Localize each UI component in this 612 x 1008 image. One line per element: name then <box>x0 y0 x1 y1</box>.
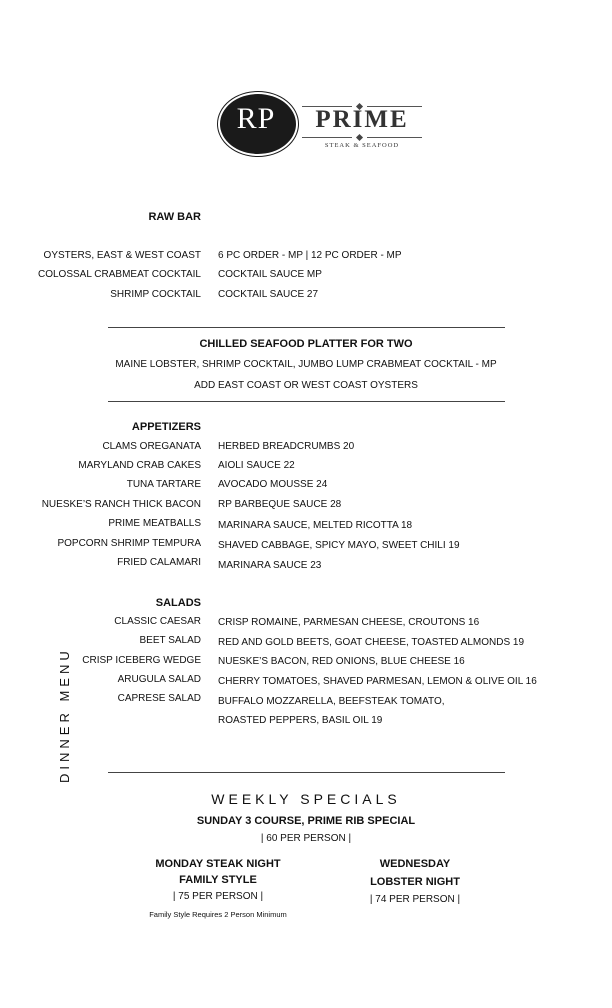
logo-tagline: STEAK & SEAFOOD <box>324 142 400 149</box>
menu-item-detail: COCKTAIL SAUCE 27 <box>218 289 319 300</box>
menu-item-name: FRIED CALAMARI <box>117 557 201 568</box>
platter-addon: ADD EAST COAST OR WEST COAST OYSTERS <box>194 380 418 391</box>
menu-item-detail: CRISP ROMAINE, PARMESAN CHEESE, CROUTONS 16 <box>218 617 480 628</box>
menu-item-detail: COCKTAIL SAUCE MP <box>218 269 322 280</box>
menu-item-name: SHRIMP COCKTAIL <box>110 289 201 300</box>
monday-special-title: MONDAY STEAK NIGHT <box>155 858 281 870</box>
wednesday-special-subtitle: LOBSTER NIGHT <box>370 876 460 888</box>
menu-item-detail: MARINARA SAUCE, MELTED RICOTTA 18 <box>218 520 413 531</box>
menu-item-name: POPCORN SHRIMP TEMPURA <box>57 538 201 549</box>
menu-item-name: MARYLAND CRAB CAKES <box>78 460 201 471</box>
menu-item-detail: MARINARA SAUCE 23 <box>218 560 322 571</box>
menu-item-detail: RP BARBEQUE SAUCE 28 <box>218 499 342 510</box>
menu-item-name: TUNA TARTARE <box>126 479 201 490</box>
menu-item-name: CAPRESE SALAD <box>117 693 201 704</box>
wednesday-special-price: | 74 PER PERSON | <box>369 894 461 905</box>
menu-item-name: CLAMS OREGANATA <box>102 441 201 452</box>
menu-item-detail: 6 PC ORDER - MP | 12 PC ORDER - MP <box>218 250 402 261</box>
menu-item-detail: AVOCADO MOUSSE 24 <box>218 479 328 490</box>
logo-diamond-icon <box>356 134 363 141</box>
salads-heading: SALADS <box>155 597 201 609</box>
menu-item-detail-continued: ROASTED PEPPERS, BASIL OIL 19 <box>218 715 383 726</box>
menu-item-name: CRISP ICEBERG WEDGE <box>82 655 201 666</box>
monday-special-price: | 75 PER PERSON | <box>172 891 264 902</box>
menu-item-name: PRIME MEATBALLS <box>108 518 201 529</box>
sunday-special-price: | 60 PER PERSON | <box>260 833 352 844</box>
menu-item-detail: CHERRY TOMATOES, SHAVED PARMESAN, LEMON & OLIVE OIL 16 <box>218 676 537 687</box>
platter-description: MAINE LOBSTER, SHRIMP COCKTAIL, JUMBO LUMP CRABMEAT COCKTAIL - MP <box>115 359 497 370</box>
logo-divider <box>302 137 352 138</box>
sunday-special-title: SUNDAY 3 COURSE, PRIME RIB SPECIAL <box>196 815 416 827</box>
menu-item-detail: RED AND GOLD BEETS, GOAT CHEESE, TOASTED ALMONDS 19 <box>218 637 525 648</box>
wednesday-special-title: WEDNESDAY <box>379 858 451 870</box>
menu-item-name: CLASSIC CAESAR <box>114 616 201 627</box>
monday-special-note: Family Style Requires 2 Person Minimum <box>149 910 287 919</box>
menu-item-name: COLOSSAL CRABMEAT COCKTAIL <box>37 269 201 280</box>
section-divider <box>108 401 505 402</box>
raw-bar-heading: RAW BAR <box>148 211 201 223</box>
menu-item-name: NUESKE’S RANCH THICK BACON <box>41 499 201 510</box>
monday-special-subtitle: FAMILY STYLE <box>179 874 257 886</box>
platter-title: CHILLED SEAFOOD PLATTER FOR TWO <box>199 338 413 350</box>
menu-item-name: OYSTERS, EAST & WEST COAST <box>43 250 201 261</box>
menu-item-detail: NUESKE’S BACON, RED ONIONS, BLUE CHEESE 16 <box>218 656 465 667</box>
menu-item-name: BEET SALAD <box>139 635 201 646</box>
section-divider <box>108 772 505 773</box>
specials-heading: WEEKLY SPECIALS <box>211 791 401 807</box>
section-divider <box>108 327 505 328</box>
menu-item-detail: SHAVED CABBAGE, SPICY MAYO, SWEET CHILI 19 <box>218 540 460 551</box>
menu-item-detail: HERBED BREADCRUMBS 20 <box>218 441 355 452</box>
menu-item-detail: BUFFALO MOZZARELLA, BEEFSTEAK TOMATO, <box>218 696 445 707</box>
menu-item-name: ARUGULA SALAD <box>117 674 201 685</box>
logo-name: PRIME <box>315 106 409 133</box>
side-title: DINNER MENU <box>57 647 72 783</box>
logo-divider <box>367 137 422 138</box>
logo-monogram: RP <box>236 102 276 135</box>
appetizers-heading: APPETIZERS <box>131 421 201 433</box>
menu-item-detail: AIOLI SAUCE 22 <box>218 460 295 471</box>
